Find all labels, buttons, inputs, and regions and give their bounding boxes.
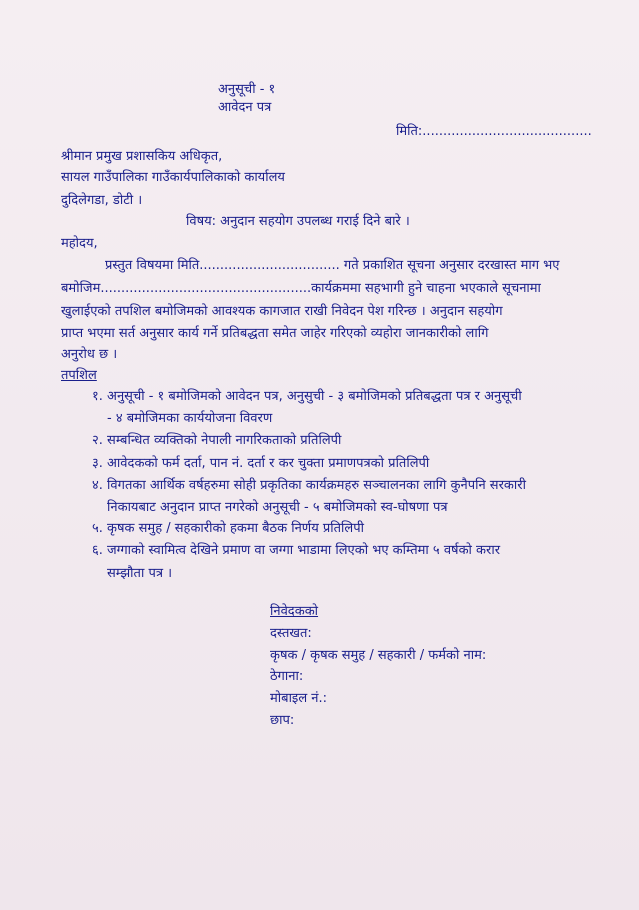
name-field: कृषक / कृषक समुह / सहकारी / फर्मको नाम: bbox=[270, 648, 487, 663]
list-item-6: ६. जग्गाको स्वामित्व देखिने प्रमाण वा जग्गा भाडामा लिएको भए कम्तिमा ५ वर्षको करार bbox=[92, 543, 501, 558]
signature-field: दस्तखत: bbox=[270, 626, 312, 641]
body-line-5: अनुरोध छ । bbox=[61, 347, 118, 362]
addressee-line-1: श्रीमान प्रमुख प्रशासकिय अधिकृत, bbox=[61, 149, 223, 164]
body-line-1: प्रस्तुत विषयमा मिति.................................. गते प्रकाशित सूचना अनुसार दरखास्त माग भए bbox=[105, 258, 560, 273]
signature-heading: निवेदकको bbox=[270, 604, 319, 619]
body-line-4: प्राप्त भएमा सर्त अनुसार कार्य गर्ने प्रतिबद्धता समेत जाहेर गरिएको व्यहोरा जानकारीको लागि bbox=[61, 326, 489, 341]
mobile-field: मोबाइल नं.: bbox=[270, 691, 327, 706]
list-item-3: ३. आवेदकको फर्म दर्ता, पान नं. दर्ता र कर चुक्ता प्रमाणपत्रको प्रतिलिपी bbox=[92, 456, 430, 471]
list-item-1-cont: - ४ बमोजिमका कार्ययोजना विवरण bbox=[107, 411, 273, 426]
annex-title: अनुसूची - १ bbox=[218, 82, 276, 97]
list-item-4-cont: निकायबाट अनुदान प्राप्त नगरेको अनुसूची - ५ बमोजिमको स्व-घोषणा पत्र bbox=[107, 500, 448, 515]
tapashil-heading: तपशिल bbox=[61, 368, 97, 383]
date-field: मिति:......................................... bbox=[396, 124, 592, 139]
addressee-line-2: सायल गाउँपालिका गाउँकार्यपालिकाको कार्यालय bbox=[61, 170, 285, 185]
subject-line: विषय: अनुदान सहयोग उपलब्ध गराई दिने बारे । bbox=[186, 214, 410, 229]
body-line-2: बमोजिम...................................................कार्यक्रममा सहभागी हुने चाहना भएकाले सूचनामा bbox=[61, 281, 541, 296]
address-field: ठेगाना: bbox=[270, 669, 304, 684]
salutation: महोदय, bbox=[61, 236, 98, 251]
list-item-6-cont: सम्झौता पत्र । bbox=[107, 566, 173, 581]
list-item-2: २. सम्बन्धित व्यक्तिको नेपाली नागरिकताको प्रतिलिपी bbox=[92, 433, 342, 448]
list-item-5: ५. कृषक समुह / सहकारीको हकमा बैठक निर्णय प्रतिलिपी bbox=[92, 521, 364, 536]
stamp-field: छाप: bbox=[270, 713, 295, 728]
list-item-1: १. अनुसूची - १ बमोजिमको आवेदन पत्र, अनुसुची - ३ बमोजिमको प्रतिबद्धता पत्र र अनुसूची bbox=[92, 389, 522, 404]
application-subtitle: आवेदन पत्र bbox=[218, 100, 272, 115]
list-item-4: ४. विगतका आर्थिक वर्षहरुमा सोही प्रकृतिका कार्यक्रमहरु सञ्चालनका लागि कुनैपनि सरकारी bbox=[92, 478, 526, 493]
body-line-3: खुलाईएको तपशिल बमोजिमको आवश्यक कागजात राखी निवेदन पेश गरिन्छ । अनुदान सहयोग bbox=[61, 304, 503, 319]
addressee-line-3: दुदिलेगडा, डोटी । bbox=[61, 193, 143, 208]
